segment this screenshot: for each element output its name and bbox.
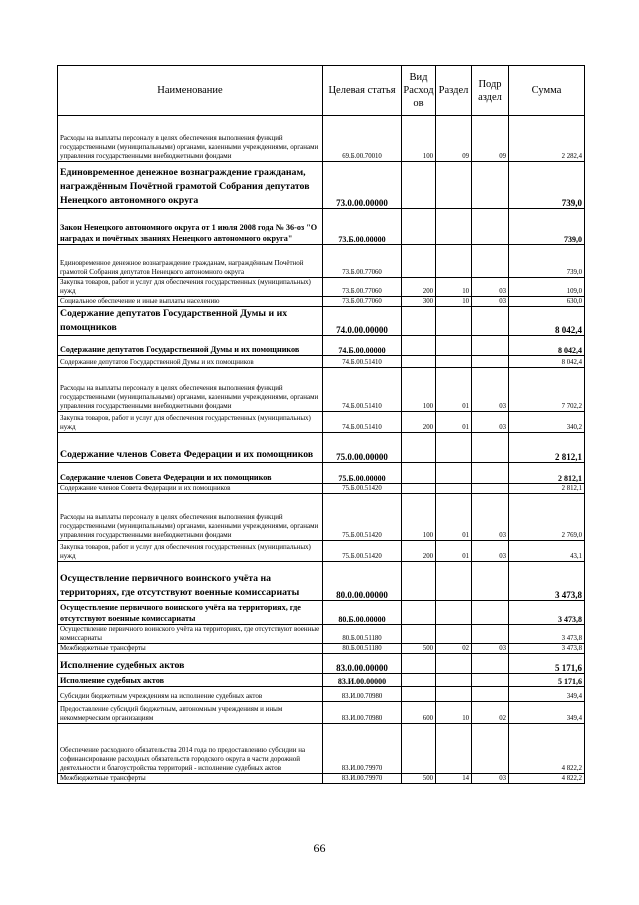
cell-section xyxy=(436,674,472,687)
cell-subsection xyxy=(472,209,509,245)
table-row xyxy=(58,601,585,625)
cell-section xyxy=(436,245,472,278)
cell-kind xyxy=(402,674,436,687)
cell-kind: 200 xyxy=(402,541,436,562)
cell-name: Осуществление первичного воинского учёта на территориях, где отсутствуют военные комиссариаты xyxy=(58,562,323,601)
cell-code: 80.Б.00.51180 xyxy=(323,644,402,654)
cell-name: Межбюджетные трансферты xyxy=(58,774,323,784)
cell-section: 10 xyxy=(436,278,472,297)
table-row xyxy=(58,774,585,784)
cell-kind: 200 xyxy=(402,278,436,297)
cell-subsection xyxy=(472,356,509,368)
cell-subsection: 03 xyxy=(472,368,509,412)
cell-name: Социальное обеспечение и иные выплаты населению xyxy=(58,297,323,307)
cell-sum: 3 473,8 xyxy=(509,644,585,654)
cell-subsection xyxy=(472,625,509,644)
cell-name: Единовременное денежное вознаграждение гражданам, награждённым Почётной грамотой Собрания депутатов Ненецкого автономного округа xyxy=(58,162,323,209)
table-row xyxy=(58,702,585,724)
cell-subsection: 02 xyxy=(472,702,509,724)
table-row xyxy=(58,541,585,562)
cell-kind xyxy=(402,562,436,601)
cell-sum: 4 822,2 xyxy=(509,724,585,774)
cell-kind: 300 xyxy=(402,297,436,307)
cell-section xyxy=(436,562,472,601)
table-row xyxy=(58,687,585,702)
cell-subsection: 03 xyxy=(472,774,509,784)
cell-sum: 3 473,8 xyxy=(509,601,585,625)
table-row xyxy=(58,494,585,541)
cell-subsection: 03 xyxy=(472,644,509,654)
table-row xyxy=(58,245,585,278)
cell-sum: 2 812,1 xyxy=(509,463,585,484)
cell-kind: 500 xyxy=(402,774,436,784)
cell-subsection: 03 xyxy=(472,297,509,307)
cell-sum: 5 171,6 xyxy=(509,674,585,687)
cell-code: 74.Б.00.51410 xyxy=(323,368,402,412)
table-row xyxy=(58,162,585,209)
table-row xyxy=(58,297,585,307)
cell-subsection: 03 xyxy=(472,412,509,433)
cell-kind xyxy=(402,307,436,336)
cell-subsection xyxy=(472,562,509,601)
cell-sum: 739,0 xyxy=(509,162,585,209)
cell-section xyxy=(436,654,472,674)
table-row xyxy=(58,278,585,297)
table-row xyxy=(58,356,585,368)
cell-section xyxy=(436,336,472,356)
header-code: Целевая статья xyxy=(323,66,402,116)
cell-kind xyxy=(402,162,436,209)
budget-table xyxy=(57,65,585,784)
cell-section xyxy=(436,307,472,336)
cell-section xyxy=(436,209,472,245)
cell-kind: 100 xyxy=(402,368,436,412)
header-kind: Вид Расход ов xyxy=(402,66,436,116)
cell-kind xyxy=(402,463,436,484)
cell-subsection xyxy=(472,724,509,774)
cell-name: Содержание членов Совета Федерации и их помощников xyxy=(58,433,323,463)
table-header-row xyxy=(58,66,585,116)
cell-section: 01 xyxy=(436,368,472,412)
cell-subsection xyxy=(472,162,509,209)
cell-name: Закупка товаров, работ и услуг для обеспечения государственных (муниципальных) нужд xyxy=(58,412,323,433)
cell-code: 73.Б.00.77060 xyxy=(323,278,402,297)
cell-sum: 739,0 xyxy=(509,245,585,278)
cell-name: Осуществление первичного воинского учёта на территориях, где отсутствуют военные комиссариаты xyxy=(58,601,323,625)
cell-code: 83.0.00.00000 xyxy=(323,654,402,674)
cell-code: 75.0.00.00000 xyxy=(323,433,402,463)
cell-kind: 500 xyxy=(402,644,436,654)
cell-name: Расходы на выплаты персоналу в целях обеспечения выполнения функций государственными (муниципальными) органами, казенными учреждениями, органами управления государственными внебюджетными фондами xyxy=(58,116,323,162)
cell-kind: 100 xyxy=(402,494,436,541)
cell-sum: 340,2 xyxy=(509,412,585,433)
table-row xyxy=(58,336,585,356)
cell-kind xyxy=(402,356,436,368)
cell-code: 80.Б.00.51180 xyxy=(323,625,402,644)
cell-code: 73.Б.00.00000 xyxy=(323,209,402,245)
cell-code: 80.Б.00.00000 xyxy=(323,601,402,625)
cell-name: Межбюджетные трансферты xyxy=(58,644,323,654)
cell-kind xyxy=(402,209,436,245)
cell-code: 75.Б.00.51420 xyxy=(323,494,402,541)
cell-section xyxy=(436,356,472,368)
cell-code: 69.Б.00.70010 xyxy=(323,116,402,162)
cell-name: Содержание депутатов Государственной Думы и их помощников xyxy=(58,307,323,336)
cell-code: 83.И.00.00000 xyxy=(323,674,402,687)
cell-sum: 2 769,0 xyxy=(509,494,585,541)
table-row xyxy=(58,116,585,162)
cell-sum: 4 822,2 xyxy=(509,774,585,784)
cell-name: Обеспечение расходного обязательства 2014 года по предоставлению субсидии на софинансирование расходных обязательств городского округа в части дорожной деятельности и благоустройства территорий - исполнение судебных актов xyxy=(58,724,323,774)
header-name: Наименование xyxy=(58,66,323,116)
header-subsection: Подр аздел xyxy=(472,66,509,116)
cell-sum: 739,0 xyxy=(509,209,585,245)
cell-name: Исполнение судебных актов xyxy=(58,654,323,674)
cell-sum: 349,4 xyxy=(509,702,585,724)
cell-subsection xyxy=(472,687,509,702)
cell-name: Предоставление субсидий бюджетным, автономным учреждениям и иным некоммерческим организациям xyxy=(58,702,323,724)
header-sum: Сумма xyxy=(509,66,585,116)
table-row xyxy=(58,463,585,484)
cell-section: 10 xyxy=(436,297,472,307)
cell-section xyxy=(436,724,472,774)
cell-section xyxy=(436,625,472,644)
cell-sum: 8 042,4 xyxy=(509,336,585,356)
cell-kind: 600 xyxy=(402,702,436,724)
cell-kind xyxy=(402,433,436,463)
table-row xyxy=(58,484,585,494)
cell-kind xyxy=(402,724,436,774)
cell-code: 75.Б.00.00000 xyxy=(323,463,402,484)
cell-subsection xyxy=(472,654,509,674)
table-row xyxy=(58,654,585,674)
cell-section: 09 xyxy=(436,116,472,162)
cell-section xyxy=(436,433,472,463)
cell-section xyxy=(436,484,472,494)
cell-sum: 5 171,6 xyxy=(509,654,585,674)
cell-subsection xyxy=(472,484,509,494)
cell-code: 74.Б.00.51410 xyxy=(323,356,402,368)
cell-code: 73.Б.00.77060 xyxy=(323,245,402,278)
cell-section: 01 xyxy=(436,412,472,433)
cell-kind xyxy=(402,625,436,644)
cell-section: 01 xyxy=(436,541,472,562)
cell-sum: 3 473,8 xyxy=(509,625,585,644)
page-number: 66 xyxy=(313,841,326,855)
cell-subsection: 09 xyxy=(472,116,509,162)
cell-kind xyxy=(402,654,436,674)
cell-name: Осуществление первичного воинского учёта на территориях, где отсутствуют военные комиссариаты xyxy=(58,625,323,644)
cell-section xyxy=(436,463,472,484)
cell-name: Содержание депутатов Государственной Думы и их помощников xyxy=(58,336,323,356)
cell-code: 74.0.00.00000 xyxy=(323,307,402,336)
cell-sum: 43,1 xyxy=(509,541,585,562)
cell-kind: 200 xyxy=(402,412,436,433)
cell-sum: 109,0 xyxy=(509,278,585,297)
cell-code: 83.И.00.70980 xyxy=(323,687,402,702)
cell-code: 75.Б.00.51420 xyxy=(323,541,402,562)
cell-code: 74.Б.00.51410 xyxy=(323,412,402,433)
table-row xyxy=(58,674,585,687)
cell-kind xyxy=(402,245,436,278)
cell-section: 01 xyxy=(436,494,472,541)
cell-sum: 8 042,4 xyxy=(509,356,585,368)
cell-subsection xyxy=(472,307,509,336)
table-row xyxy=(58,724,585,774)
cell-name: Закупка товаров, работ и услуг для обеспечения государственных (муниципальных) нужд xyxy=(58,278,323,297)
cell-sum: 2 812,1 xyxy=(509,484,585,494)
cell-code: 83.И.00.79970 xyxy=(323,724,402,774)
cell-sum: 630,0 xyxy=(509,297,585,307)
cell-name: Закон Ненецкого автономного округа от 1 июля 2008 года № 36-оз "О наградах и почётных званиях Ненецкого автономного округа" xyxy=(58,209,323,245)
cell-sum: 8 042,4 xyxy=(509,307,585,336)
cell-kind: 100 xyxy=(402,116,436,162)
cell-section: 14 xyxy=(436,774,472,784)
cell-name: Единовременное денежное вознаграждение гражданам, награждённым Почётной грамотой Собрания депутатов Ненецкого автономного округа xyxy=(58,245,323,278)
cell-kind xyxy=(402,336,436,356)
cell-code: 73.0.00.00000 xyxy=(323,162,402,209)
cell-kind xyxy=(402,601,436,625)
cell-sum: 349,4 xyxy=(509,687,585,702)
cell-kind xyxy=(402,484,436,494)
cell-subsection xyxy=(472,433,509,463)
cell-name: Содержание членов Совета Федерации и их помощников xyxy=(58,484,323,494)
cell-code: 74.Б.00.00000 xyxy=(323,336,402,356)
cell-subsection: 03 xyxy=(472,494,509,541)
cell-subsection xyxy=(472,463,509,484)
cell-code: 80.0.00.00000 xyxy=(323,562,402,601)
table-row xyxy=(58,368,585,412)
table-row xyxy=(58,644,585,654)
table-row xyxy=(58,307,585,336)
cell-code: 75.Б.00.51420 xyxy=(323,484,402,494)
cell-sum: 2 282,4 xyxy=(509,116,585,162)
cell-section xyxy=(436,687,472,702)
cell-subsection xyxy=(472,674,509,687)
cell-section: 10 xyxy=(436,702,472,724)
cell-name: Содержание членов Совета Федерации и их помощников xyxy=(58,463,323,484)
cell-name: Расходы на выплаты персоналу в целях обеспечения выполнения функций государственными (муниципальными) органами, казенными учреждениями, органами управления государственными внебюджетными фондами xyxy=(58,494,323,541)
cell-subsection xyxy=(472,336,509,356)
cell-name: Закупка товаров, работ и услуг для обеспечения государственных (муниципальных) нужд xyxy=(58,541,323,562)
cell-section: 02 xyxy=(436,644,472,654)
cell-subsection: 03 xyxy=(472,541,509,562)
table-row xyxy=(58,433,585,463)
table-row xyxy=(58,562,585,601)
cell-sum: 2 812,1 xyxy=(509,433,585,463)
cell-name: Содержание депутатов Государственной Думы и их помощников xyxy=(58,356,323,368)
cell-section xyxy=(436,601,472,625)
cell-code: 83.И.00.70980 xyxy=(323,702,402,724)
table-row xyxy=(58,412,585,433)
cell-subsection xyxy=(472,601,509,625)
cell-subsection xyxy=(472,245,509,278)
cell-kind xyxy=(402,687,436,702)
table-row xyxy=(58,625,585,644)
header-section: Раздел xyxy=(436,66,472,116)
table-row xyxy=(58,209,585,245)
cell-name: Исполнение судебных актов xyxy=(58,674,323,687)
cell-name: Расходы на выплаты персоналу в целях обеспечения выполнения функций государственными (муниципальными) органами, казенными учреждениями, органами управления государственными внебюджетными фондами xyxy=(58,368,323,412)
cell-sum: 7 702,2 xyxy=(509,368,585,412)
table-body xyxy=(58,116,585,784)
cell-name: Субсидии бюджетным учреждениям на исполнение судебных актов xyxy=(58,687,323,702)
cell-code: 73.Б.00.77060 xyxy=(323,297,402,307)
cell-sum: 3 473,8 xyxy=(509,562,585,601)
cell-section xyxy=(436,162,472,209)
cell-code: 83.И.00.79970 xyxy=(323,774,402,784)
cell-subsection: 03 xyxy=(472,278,509,297)
